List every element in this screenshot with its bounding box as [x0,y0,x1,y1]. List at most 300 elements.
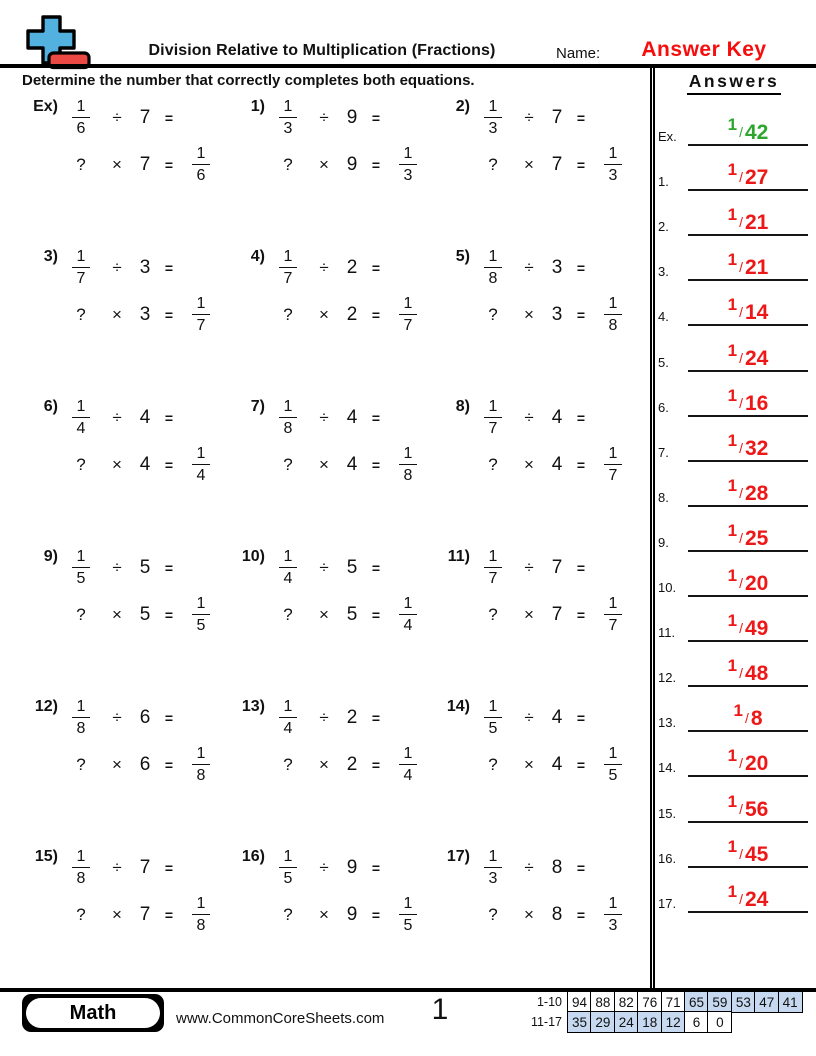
answer-fraction-denominator: 24 [745,887,769,911]
divide-sign: ÷ [112,857,122,877]
answer-fraction-slash: / [739,755,743,772]
problem-cell [229,844,434,994]
multiply-sign: × [524,154,534,174]
factor-value: 4 [139,453,151,475]
fraction [279,699,298,737]
factor-value: 3 [139,303,151,325]
problem-cell [434,94,650,244]
answer-label: 1. [658,174,669,190]
fraction [72,549,91,587]
answer-fraction-denominator: 45 [745,842,769,866]
answer-fraction-denominator: 21 [745,211,769,235]
answer-label: 17. [658,895,677,911]
problem-cell [434,544,650,694]
answer-fraction-denominator: 20 [745,572,769,596]
multiply-sign: × [524,304,534,324]
answer-label: 13. [658,715,677,731]
fraction-numerator: 1 [604,596,623,616]
fraction-denominator: 3 [608,166,618,184]
divide-sign: ÷ [319,407,329,427]
score-cell: 88 [590,991,615,1013]
divide-sign: ÷ [319,857,329,877]
answer-fraction-slash: / [739,529,743,546]
divide-sign: ÷ [524,707,534,727]
answer-fraction-slash: / [739,484,743,501]
fraction-numerator: 1 [192,146,211,166]
fraction-numerator: 1 [279,99,298,119]
worksheet-title: Division Relative to Multiplication (Fractions) [148,42,496,59]
fraction [72,99,91,137]
answer-fraction-denominator: 14 [745,301,769,325]
answer-line [688,115,808,146]
answer-label: 10. [658,580,677,596]
fraction-numerator: 1 [484,99,503,119]
answer-fraction-denominator: 28 [745,481,769,505]
equals-sign: = [371,559,381,576]
unknown-mark: ? [76,904,86,924]
fraction-denominator: 5 [196,616,206,634]
answers-header [658,71,810,95]
fraction [484,549,503,587]
score-table [525,991,803,1033]
score-cell: 94 [567,991,592,1013]
answer-row [658,281,808,326]
problem-cell [22,394,229,544]
multiply-sign: × [112,904,122,924]
answer-fraction-denominator: 32 [745,436,769,460]
score-cell: 59 [707,991,732,1013]
answer-fraction-denominator: 20 [745,752,769,776]
divisor-value: 5 [139,556,151,578]
answer-fraction-numerator: 1 [727,566,738,586]
divisor-value: 2 [346,256,358,278]
factor-value: 5 [346,603,358,625]
answer-line [688,475,808,507]
answer-fraction-numerator: 1 [727,656,738,676]
fraction-numerator: 1 [279,699,298,719]
answer-fraction-numerator: 1 [727,791,738,811]
fraction-denominator: 5 [283,869,293,887]
fraction-denominator: 8 [608,316,618,334]
fraction-numerator: 1 [604,896,623,916]
page-number: 1 [431,993,449,1026]
fraction [604,596,623,634]
answer-label: 12. [658,670,677,686]
equals-sign: = [576,906,586,923]
answer-fraction-numerator: 1 [727,746,738,766]
divide-sign: ÷ [524,257,534,277]
equals-sign: = [576,409,586,426]
score-cell: 18 [637,1011,662,1033]
answer-fraction-slash: / [739,259,743,276]
equals-sign: = [164,906,174,923]
divisor-value: 4 [346,406,358,428]
equals-sign: = [371,259,381,276]
problem-equations [267,694,429,788]
fraction-numerator: 1 [192,596,211,616]
score-cell: 29 [590,1011,615,1033]
fraction-denominator: 5 [403,916,413,934]
equals-sign: = [164,306,174,323]
fraction-denominator: 7 [283,269,293,287]
multiply-sign: × [524,454,534,474]
divisor-value: 9 [346,856,358,878]
answer-fraction-denominator: 27 [745,166,769,190]
fraction [279,249,298,287]
unknown-mark: ? [488,904,498,924]
answer-row [658,326,808,371]
answer-line [688,430,808,462]
problem-cell [434,244,650,394]
answer-row [658,236,808,281]
multiply-sign: × [319,604,329,624]
answers-panel-divider [650,67,655,988]
fraction-numerator: 1 [484,249,503,269]
answer-label: 6. [658,399,669,415]
fraction [604,746,623,784]
problem-label: 10) [241,548,265,565]
problem-equations [60,844,222,938]
equals-sign: = [164,859,174,876]
answer-line [688,881,808,913]
divide-sign: ÷ [524,407,534,427]
problem-label: 17) [446,848,470,865]
problem-equations [267,844,429,938]
fraction-denominator: 7 [403,316,413,334]
fraction [399,446,418,484]
score-cell: 71 [661,991,686,1013]
fraction [279,849,298,887]
problem-label: Ex) [33,98,58,115]
fraction [604,296,623,334]
answer-line [688,566,808,597]
divide-sign: ÷ [112,707,122,727]
fraction [72,399,91,437]
equals-sign: = [371,606,381,623]
answer-label: 15. [658,805,677,821]
multiply-sign: × [112,454,122,474]
problem-label: 7) [250,398,265,415]
problem-label: 4) [250,248,265,265]
unknown-mark: ? [488,454,498,474]
unknown-mark: ? [283,754,293,774]
answer-line [688,250,808,281]
fraction-denominator: 3 [488,869,498,887]
answers-list [658,101,808,913]
problem-label: 1) [250,98,265,115]
divisor-value: 4 [551,706,563,728]
fraction-numerator: 1 [72,249,91,269]
answer-row [658,823,808,868]
answer-fraction-numerator: 1 [727,340,738,360]
answer-fraction-numerator: 1 [727,881,738,901]
multiply-sign: × [319,754,329,774]
answer-fraction-slash: / [739,394,743,411]
factor-value: 4 [346,453,358,475]
answer-line [688,791,808,823]
fraction-denominator: 4 [196,466,206,484]
divisor-value: 2 [346,706,358,728]
fraction-numerator: 1 [484,549,503,569]
fraction-numerator: 1 [604,446,623,466]
problem-cell [22,844,229,994]
score-cell: 76 [637,991,662,1013]
score-cell: 0 [707,1011,732,1033]
fraction [399,296,418,334]
fraction-denominator: 8 [76,869,86,887]
fraction-denominator: 8 [403,466,413,484]
factor-value: 4 [551,753,563,775]
fraction-denominator: 4 [283,719,293,737]
fraction [399,746,418,784]
fraction-denominator: 6 [196,166,206,184]
answer-fraction-denominator: 16 [745,391,769,415]
problem-equations [472,544,634,638]
problem-cell [434,694,650,844]
problem-cell [229,544,434,694]
fraction [72,249,91,287]
equals-sign: = [371,756,381,773]
score-cell: 47 [754,991,779,1013]
fraction [192,896,211,934]
answer-fraction-denominator: 56 [745,797,769,821]
fraction-numerator: 1 [604,146,623,166]
fraction-numerator: 1 [399,296,418,316]
answer-row [658,507,808,552]
fraction [72,849,91,887]
fraction [72,699,91,737]
problem-cell [22,694,229,844]
divide-sign: ÷ [524,107,534,127]
answer-row [658,642,808,687]
fraction-denominator: 7 [76,269,86,287]
fraction-denominator: 3 [608,916,618,934]
answer-fraction-slash: / [739,845,743,862]
factor-value: 3 [551,303,563,325]
fraction-numerator: 1 [279,249,298,269]
problem-equations [267,244,429,338]
answer-row [658,732,808,777]
fraction-numerator: 1 [72,699,91,719]
problem-label: 13) [241,698,265,715]
problem-label: 5) [455,248,470,265]
name-label: Name: [556,45,601,62]
fraction-denominator: 7 [196,316,206,334]
fraction [279,99,298,137]
name-value-answer-key: Answer Key [641,38,767,61]
answer-fraction-slash: / [739,214,743,231]
fraction-denominator: 8 [488,269,498,287]
answer-fraction-numerator: 1 [727,611,738,631]
answer-fraction-denominator: 48 [745,662,769,686]
fraction-denominator: 8 [196,766,206,784]
factor-value: 9 [346,153,358,175]
problem-equations [472,94,634,188]
multiply-sign: × [319,304,329,324]
answer-line [688,746,808,777]
answer-fraction-denominator: 49 [745,617,769,641]
answer-fraction-numerator: 1 [727,205,738,225]
fraction-numerator: 1 [484,849,503,869]
divisor-value: 9 [346,106,358,128]
problem-equations [267,94,429,188]
fraction [604,896,623,934]
fraction-numerator: 1 [399,146,418,166]
problem-equations [60,394,222,488]
fraction-denominator: 3 [403,166,413,184]
answer-label: 9. [658,534,669,550]
score-cell: 6 [684,1011,709,1033]
fraction-numerator: 1 [399,746,418,766]
answer-row [658,552,808,597]
fraction-numerator: 1 [484,399,503,419]
fraction [484,249,503,287]
answer-label: 4. [658,309,669,325]
fraction [192,146,211,184]
problems-grid [22,94,650,994]
score-cell: 24 [614,1011,639,1033]
multiply-sign: × [524,904,534,924]
fraction [192,446,211,484]
fraction-numerator: 1 [279,399,298,419]
problem-label: 12) [34,698,58,715]
answer-row [658,146,808,191]
fraction [484,399,503,437]
fraction-numerator: 1 [192,746,211,766]
answer-fraction-slash: / [744,710,749,727]
answer-fraction-numerator: 1 [727,250,738,270]
equals-sign: = [576,259,586,276]
factor-value: 7 [139,153,151,175]
fraction [279,399,298,437]
unknown-mark: ? [488,304,498,324]
answer-label: 8. [658,489,669,505]
divide-sign: ÷ [524,857,534,877]
equals-sign: = [371,709,381,726]
factor-value: 7 [551,153,563,175]
factor-value: 5 [139,603,151,625]
problem-cell [22,244,229,394]
fraction-denominator: 5 [488,719,498,737]
fraction [279,549,298,587]
equals-sign: = [371,156,381,173]
fraction-numerator: 1 [399,896,418,916]
equals-sign: = [164,709,174,726]
problem-label: 16) [241,848,265,865]
divisor-value: 6 [139,706,151,728]
fraction [484,99,503,137]
fraction-numerator: 1 [192,896,211,916]
multiply-sign: × [319,454,329,474]
answer-line [688,701,808,732]
answer-line [688,520,808,552]
equals-sign: = [576,456,586,473]
multiply-sign: × [112,604,122,624]
answer-fraction-numerator: 1 [727,430,738,450]
divisor-value: 7 [139,856,151,878]
unknown-mark: ? [76,754,86,774]
factor-value: 2 [346,753,358,775]
factor-value: 2 [346,303,358,325]
problem-equations [60,694,222,788]
answer-fraction-numerator: 1 [727,385,738,405]
equals-sign: = [371,109,381,126]
score-cell: 53 [731,991,756,1013]
answer-fraction-numerator: 1 [727,160,738,180]
problem-equations [267,544,429,638]
answer-line [688,656,808,687]
answer-fraction-slash: / [739,304,743,321]
fraction-denominator: 7 [608,466,618,484]
fraction-denominator: 5 [608,766,618,784]
website-url: www.CommonCoreSheets.com [176,1010,385,1027]
equals-sign: = [576,709,586,726]
equals-sign: = [164,409,174,426]
unknown-mark: ? [283,454,293,474]
problem-label: 6) [43,398,58,415]
problem-cell [22,544,229,694]
instruction-text: Determine the number that correctly completes both equations. [22,72,475,89]
answer-line [688,340,808,372]
fraction-denominator: 8 [76,719,86,737]
fraction-numerator: 1 [604,746,623,766]
answer-line [688,205,808,236]
divisor-value: 7 [139,106,151,128]
fraction-numerator: 1 [279,549,298,569]
fraction-denominator: 3 [488,119,498,137]
answer-label: 14. [658,760,677,776]
answer-fraction-denominator: 24 [745,346,769,370]
divide-sign: ÷ [524,557,534,577]
equals-sign: = [164,156,174,173]
fraction-denominator: 7 [488,419,498,437]
equals-sign: = [576,306,586,323]
equals-sign: = [371,306,381,323]
unknown-mark: ? [283,304,293,324]
problem-equations [472,394,634,488]
divisor-value: 3 [139,256,151,278]
fraction-denominator: 5 [76,569,86,587]
unknown-mark: ? [488,754,498,774]
multiply-sign: × [524,604,534,624]
answer-fraction-numerator: 1 [727,520,738,540]
multiply-sign: × [319,904,329,924]
header-divider [0,64,816,68]
factor-value: 9 [346,903,358,925]
answer-fraction-slash: / [739,169,743,186]
equals-sign: = [164,109,174,126]
multiply-sign: × [112,154,122,174]
answer-fraction-slash: / [739,349,743,366]
unknown-mark: ? [488,604,498,624]
multiply-sign: × [112,754,122,774]
fraction-denominator: 7 [488,569,498,587]
answer-line [688,160,808,191]
answer-row [658,687,808,732]
equals-sign: = [371,456,381,473]
unknown-mark: ? [76,604,86,624]
answer-row [658,372,808,417]
problem-label: 15) [34,848,58,865]
divisor-value: 4 [551,406,563,428]
divisor-value: 7 [551,556,563,578]
fraction [604,146,623,184]
factor-value: 8 [551,903,563,925]
answer-fraction-denominator: 8 [750,707,763,731]
answer-row [658,417,808,462]
score-row [525,991,803,1013]
problem-label: 3) [43,248,58,265]
